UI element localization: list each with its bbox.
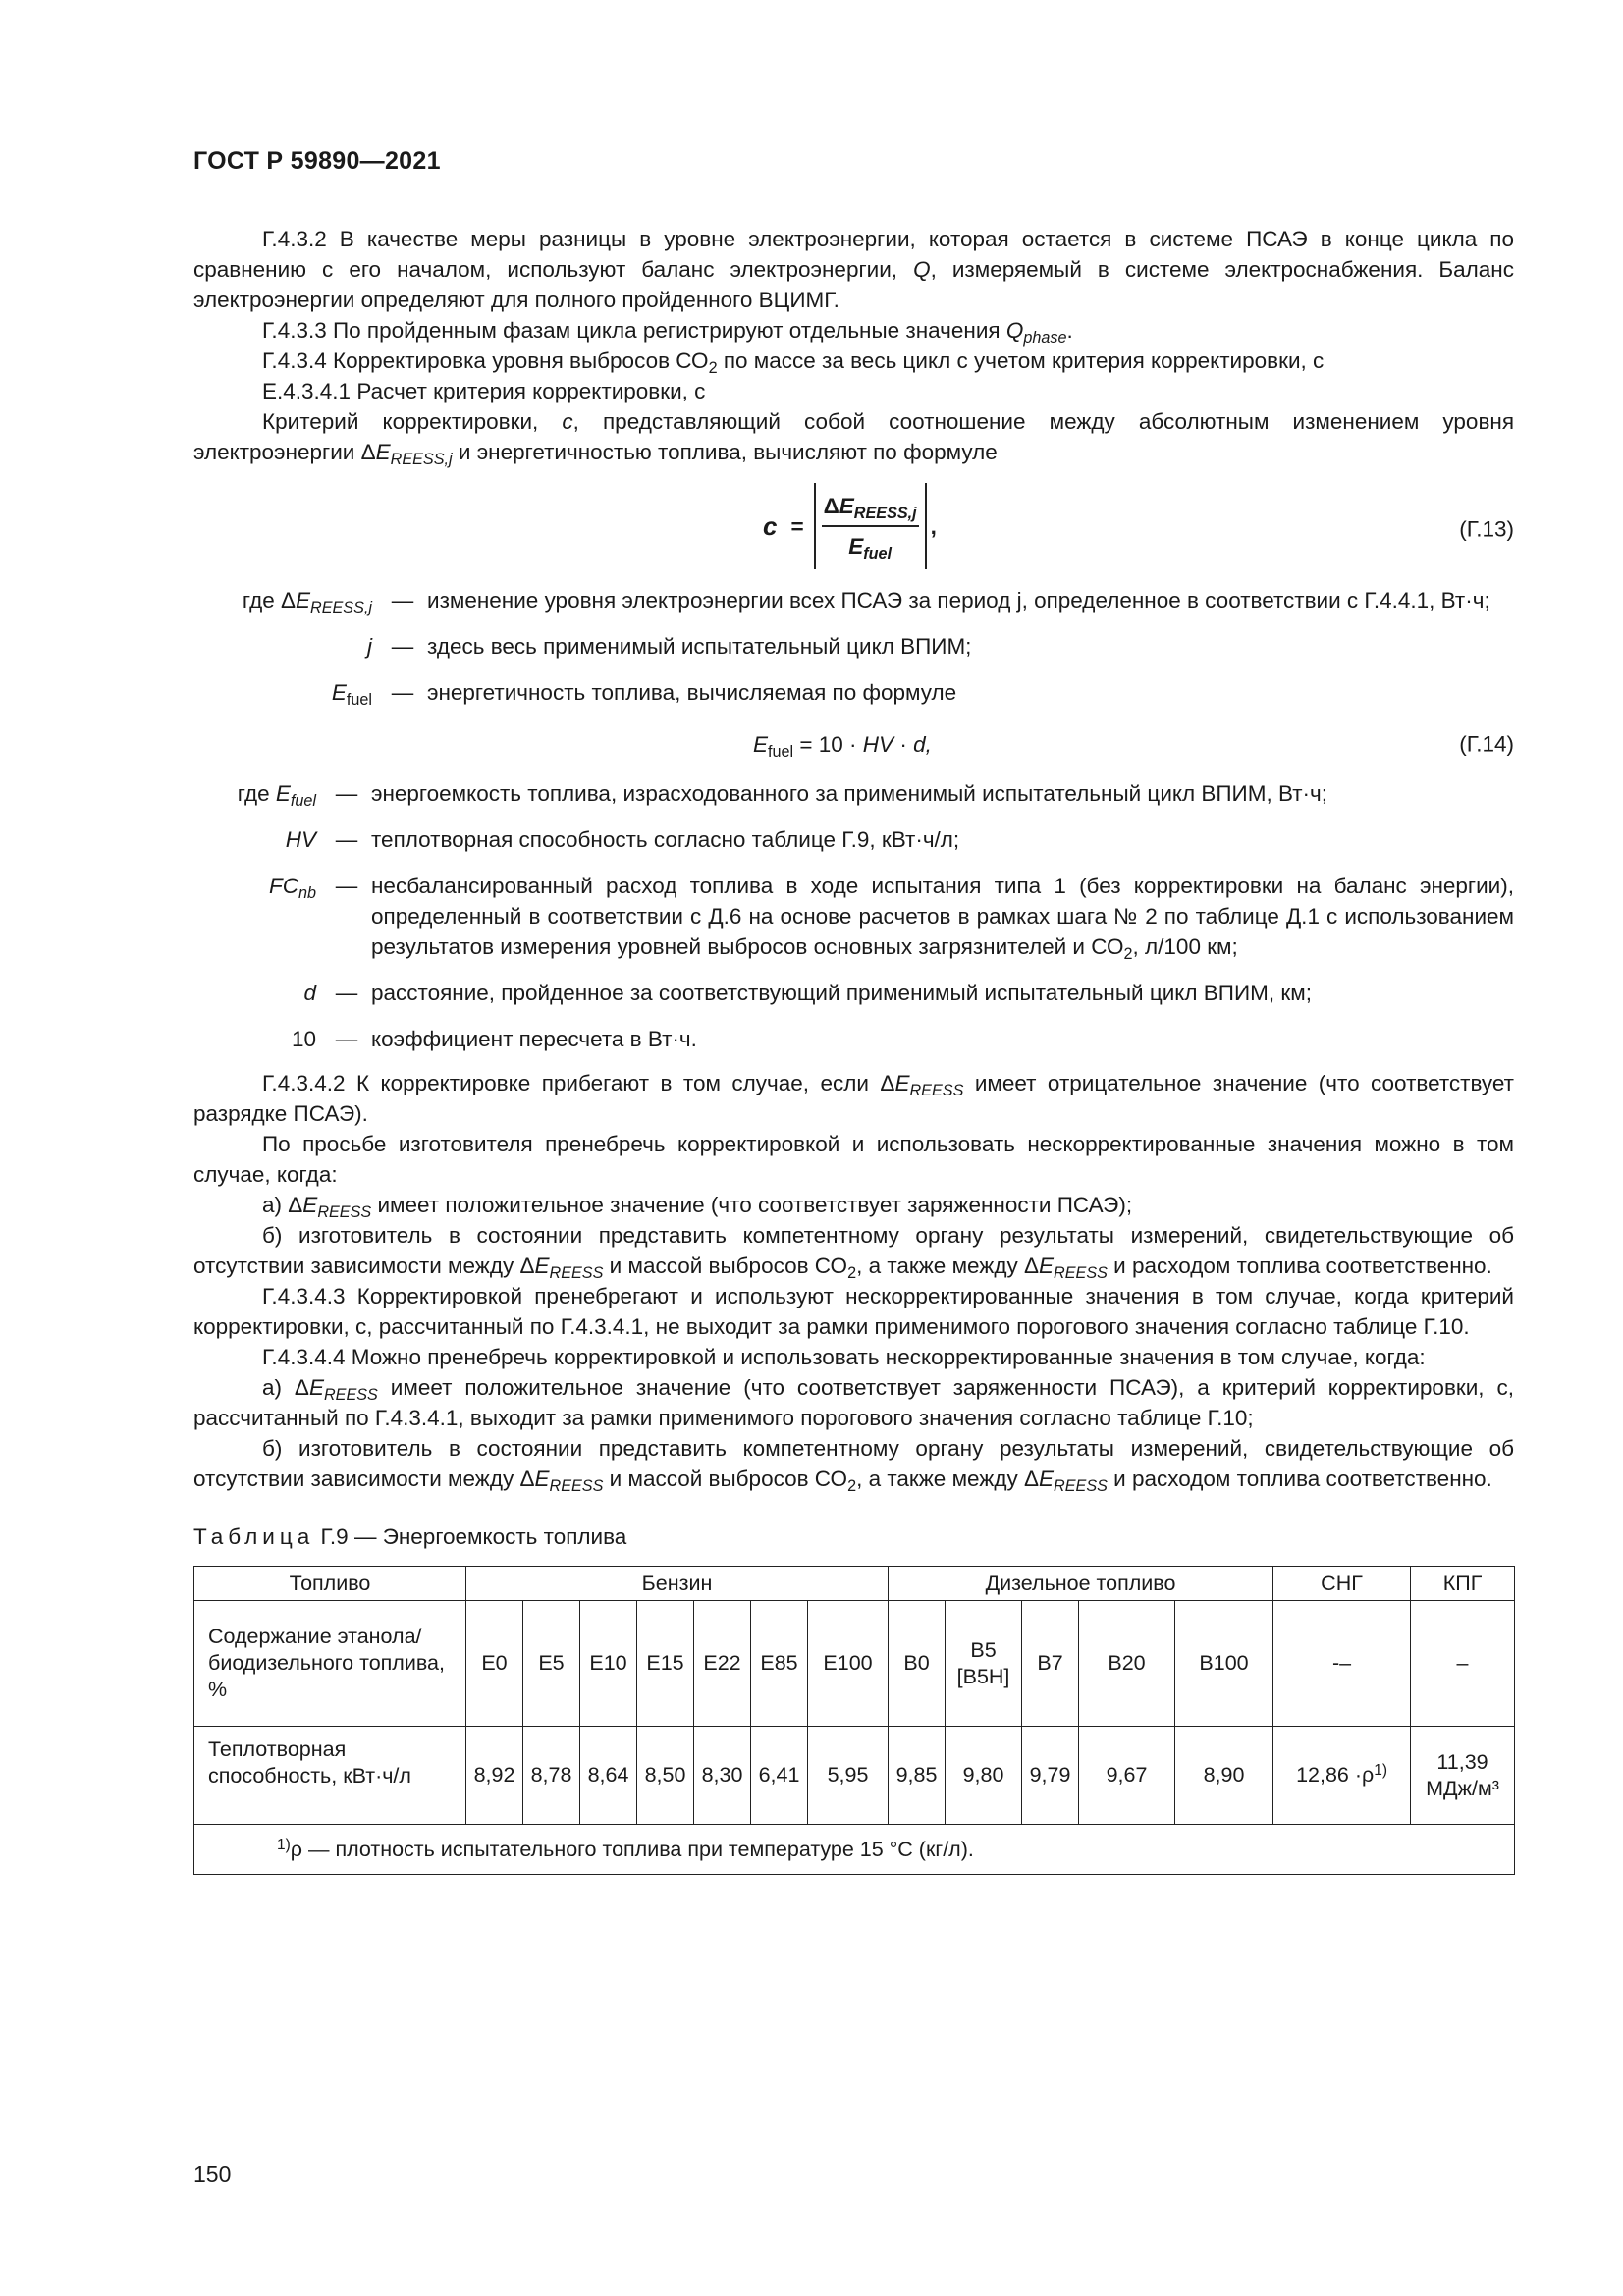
header-lpg: СНГ (1273, 1567, 1411, 1601)
row-label-content: Содержание этанола/ биодизельного топлива, % (194, 1601, 466, 1727)
table-row (194, 1727, 1515, 1825)
table-cell: 9,67 (1079, 1727, 1175, 1825)
table-cell: 8,78 (523, 1727, 580, 1825)
table-cell: 8,30 (694, 1727, 751, 1825)
paragraph-request: По просьбе изготовителя пренебречь корректировкой и использовать нескорректированные значения можно в том случае, когда: (193, 1132, 1514, 1187)
absolute-value-fraction (814, 483, 927, 569)
table-header-row (194, 1567, 1515, 1601)
def-symbol: 10 (291, 1027, 316, 1051)
paragraph-g4-3-4: Г.4.3.4 Корректировка уровня выбросов $СО_2$ по массе за весь цикл с учетом критерия корректировки, с (262, 348, 1325, 378)
paragraph-criterion: Критерий корректировки, c, представляющий собой соотношение между абсолютным изменением уровня электроэнергии $\Delta E_{REESS,j}$ и энергетичностью топлива, вычисляют по формуле (193, 409, 1515, 469)
paragraph-g4-3-4-3: Г.4.3.4.3 Корректировкой пренебрегают и используют нескорректированные значения в том случае, когда критерий корректировки, с, рассчитанный по Г.4.3.4.1, не выходит за рамки применимого порогового значения согласно таблице Г.10. (193, 1284, 1514, 1339)
def-symbol: d (303, 981, 316, 1005)
table-cell: 6,41 (751, 1727, 808, 1825)
table-cell: E22 (694, 1601, 751, 1727)
paragraph-g4-3-4-4: Г.4.3.4.4 Можно пренебречь корректировкой и использовать нескорректированные значения в том случае, когда: (262, 1345, 1426, 1369)
table-cell: -– (1273, 1601, 1411, 1727)
paragraph-g4-3-3: Г.4.3.3 По пройденным фазам цикла регистрируют отдельные значения $Q_{phase}$. (262, 318, 1073, 347)
table-cell: B100 (1175, 1601, 1273, 1727)
formula-g14-expression: $E_{fuel} = 10$ · HV · d, (753, 732, 932, 762)
paragraph-g4-3-2: Г.4.3.2 В качестве меры разницы в уровне электроэнергии, которая остается в системе ПСАЭ в конце цикла по сравнению с его началом, используют баланс электроэнергии, Q, измеряемый в системе электроснабжения. Баланс электроэнергии определяют для полного пройденного ВЦИМГ. (193, 227, 1514, 312)
def-symbol: $E_{fuel}$ (331, 680, 372, 710)
table-cell: $12,86 \cdot\rho^{1)}$ (1273, 1727, 1411, 1825)
def-text: несбалансированный расход топлива в ходе испытания типа 1 (без корректировки на баланс энергии), определенный в соответствии с Д.6 на основе расчетов в рамках шага № 2 по таблице Д.1 с использованием результатов измерения уровней выбросов основных загрязнителей и $СО_2$, л/100 км; (371, 874, 1514, 964)
document-header: ГОСТ Р 59890—2021 (193, 147, 441, 175)
fuel-energy-table (193, 1566, 1515, 1875)
table-cell: E85 (751, 1601, 808, 1727)
table-cell: 8,64 (580, 1727, 637, 1825)
table-cell: B20 (1079, 1601, 1175, 1727)
def-symbol: где $\Delta E_{REESS,j}$ (242, 588, 372, 617)
row-label-heating-value: Теплотворная способность, кВт·ч/л (194, 1727, 466, 1825)
table-cell: E10 (580, 1601, 637, 1727)
definitions-g14: где $E_{fuel}$ — энергоемкость топлива, израсходованного за применимый испытательный цикл ВПИМ, Вт·ч; HV — теплотворная способность согласно таблице Г.9, кВт·ч/л; $FC_{nb}$ — несбалансированный расход топлива в ходе испытания типа 1 (без корректировки на баланс энергии), определенный в соответствии с Д.6 на основе расчетов в рамках шага № 2 по таблице Д.1 с использованием результатов измерения уровней выбросов основных загрязнителей и $СО_2$, л/100 км; d — расстояние, пройденное за соответствующий применимый испытательный цикл ВПИМ, км; 10 — коэффициент пересчета в Вт·ч. (193, 778, 1514, 1054)
def-text: изменение уровня электроэнергии всех ПСАЭ за период j, определенное в соответствии с Г.4.4.1, Вт·ч; (427, 588, 1490, 613)
table-cell: E5 (523, 1601, 580, 1727)
formula-number-g13: (Г.13) (1459, 516, 1514, 542)
def-text: расстояние, пройденное за соответствующий применимый испытательный цикл ВПИМ, км; (371, 981, 1312, 1005)
fraction-numerator: $\Delta E_{REESS,j}$ (822, 491, 919, 527)
table-footnote: $^{1)}$ρ — плотность испытательного топлива при температуре 15 °С (кг/л). (194, 1825, 1515, 1875)
table-cell: E15 (637, 1601, 694, 1727)
list-item-a2: а) $\Delta E_{REESS}$ имеет положительное значение (что соответствует заряженности ПСАЭ), а критерий корректировки, с, рассчитанный по Г.4.3.4.1, выходит за рамки применимого порогового значения согласно таблице Г.10; (193, 1375, 1514, 1430)
def-symbol: HV (285, 828, 316, 852)
table-cell: 9,85 (889, 1727, 946, 1825)
formula-g13 (193, 481, 1514, 577)
table-cell: – (1411, 1601, 1515, 1727)
table-cell: 9,79 (1022, 1727, 1079, 1825)
header-diesel: Дизельное топливо (889, 1567, 1273, 1601)
table-footnote-row (194, 1825, 1515, 1875)
table-cell: 8,92 (466, 1727, 523, 1825)
def-text: энергетичность топлива, вычисляемая по формуле (427, 680, 957, 705)
def-symbol: где $E_{fuel}$ (237, 781, 316, 811)
page-number: 150 (193, 2162, 232, 2187)
def-text: энергоемкость топлива, израсходованного за применимый испытательный цикл ВПИМ, Вт·ч; (371, 781, 1327, 806)
table-cell: E0 (466, 1601, 523, 1727)
table-cell: 8,90 (1175, 1727, 1273, 1825)
table-cell: B7 (1022, 1601, 1079, 1727)
table-cell: 5,95 (808, 1727, 889, 1825)
table-cell: E100 (808, 1601, 889, 1727)
list-item-b2: б) изготовитель в состоянии представить компетентному органу результаты измерений, свидетельствующие об отсутствии зависимости между $\Delta E_{REESS}$ и массой выбросов $СО_2$, а также между $\Delta E_{REESS}$ и расходом топлива соответственно. (193, 1436, 1514, 1496)
table-cell: B0 (889, 1601, 946, 1727)
def-symbol: j (367, 634, 372, 659)
table-caption: Таблица Г.9 — Энергоемкость топлива (193, 1524, 627, 1549)
def-text: коэффициент пересчета в Вт·ч. (371, 1027, 697, 1051)
def-symbol: $FC_{nb}$ (268, 874, 316, 903)
header-fuel: Топливо (194, 1567, 466, 1601)
paragraph-g4-3-4-2: Г.4.3.4.2 К корректировке прибегают в том случае, если $\Delta E_{REESS}$ имеет отрицательное значение (что соответствует разрядке ПСАЭ). (193, 1071, 1514, 1126)
page-content (193, 224, 1514, 1875)
table-row (194, 1601, 1515, 1727)
header-cng: КПГ (1411, 1567, 1515, 1601)
formula-number-g14: (Г.14) (1459, 731, 1514, 757)
table-cell: 8,50 (637, 1727, 694, 1825)
table-cell: 9,80 (946, 1727, 1022, 1825)
header-gasoline: Бензин (466, 1567, 889, 1601)
list-item-a1: а) $\Delta E_{REESS}$ имеет положительное значение (что соответствует заряженности ПСАЭ); (262, 1193, 1133, 1222)
table-cell: 11,39 МДж/м³ (1411, 1727, 1515, 1825)
def-text: теплотворная способность согласно таблице Г.9, кВт·ч/л; (371, 828, 960, 852)
list-item-b1: б) изготовитель в состоянии представить компетентному органу результаты измерений, свидетельствующие об отсутствии зависимости между $\Delta E_{REESS}$ и массой выбросов $СО_2$, а также между $\Delta E_{REESS}$ и расходом топлива соответственно. (193, 1223, 1514, 1283)
formula-g13-expression: c = $\frac{\Delta E_{REESS,j}}{E_{fuel}}$ , (763, 483, 937, 569)
table-cell: B5 [B5H] (946, 1601, 1022, 1727)
formula-g14 (193, 723, 1514, 765)
paragraph-e4-3-4-1: Е.4.3.4.1 Расчет критерия корректировки, с (262, 379, 706, 403)
definitions-g13: где $\Delta E_{REESS,j}$ — изменение уровня электроэнергии всех ПСАЭ за период j, определенное в соответствии с Г.4.4.1, Вт·ч; j — здесь весь применимый испытательный цикл ВПИМ; $E_{fuel}$ — энергетичность топлива, вычисляемая по формуле (193, 585, 1514, 708)
def-text: здесь весь применимый испытательный цикл ВПИМ; (427, 634, 972, 659)
fraction-denominator: $E_{fuel}$ (848, 534, 893, 563)
